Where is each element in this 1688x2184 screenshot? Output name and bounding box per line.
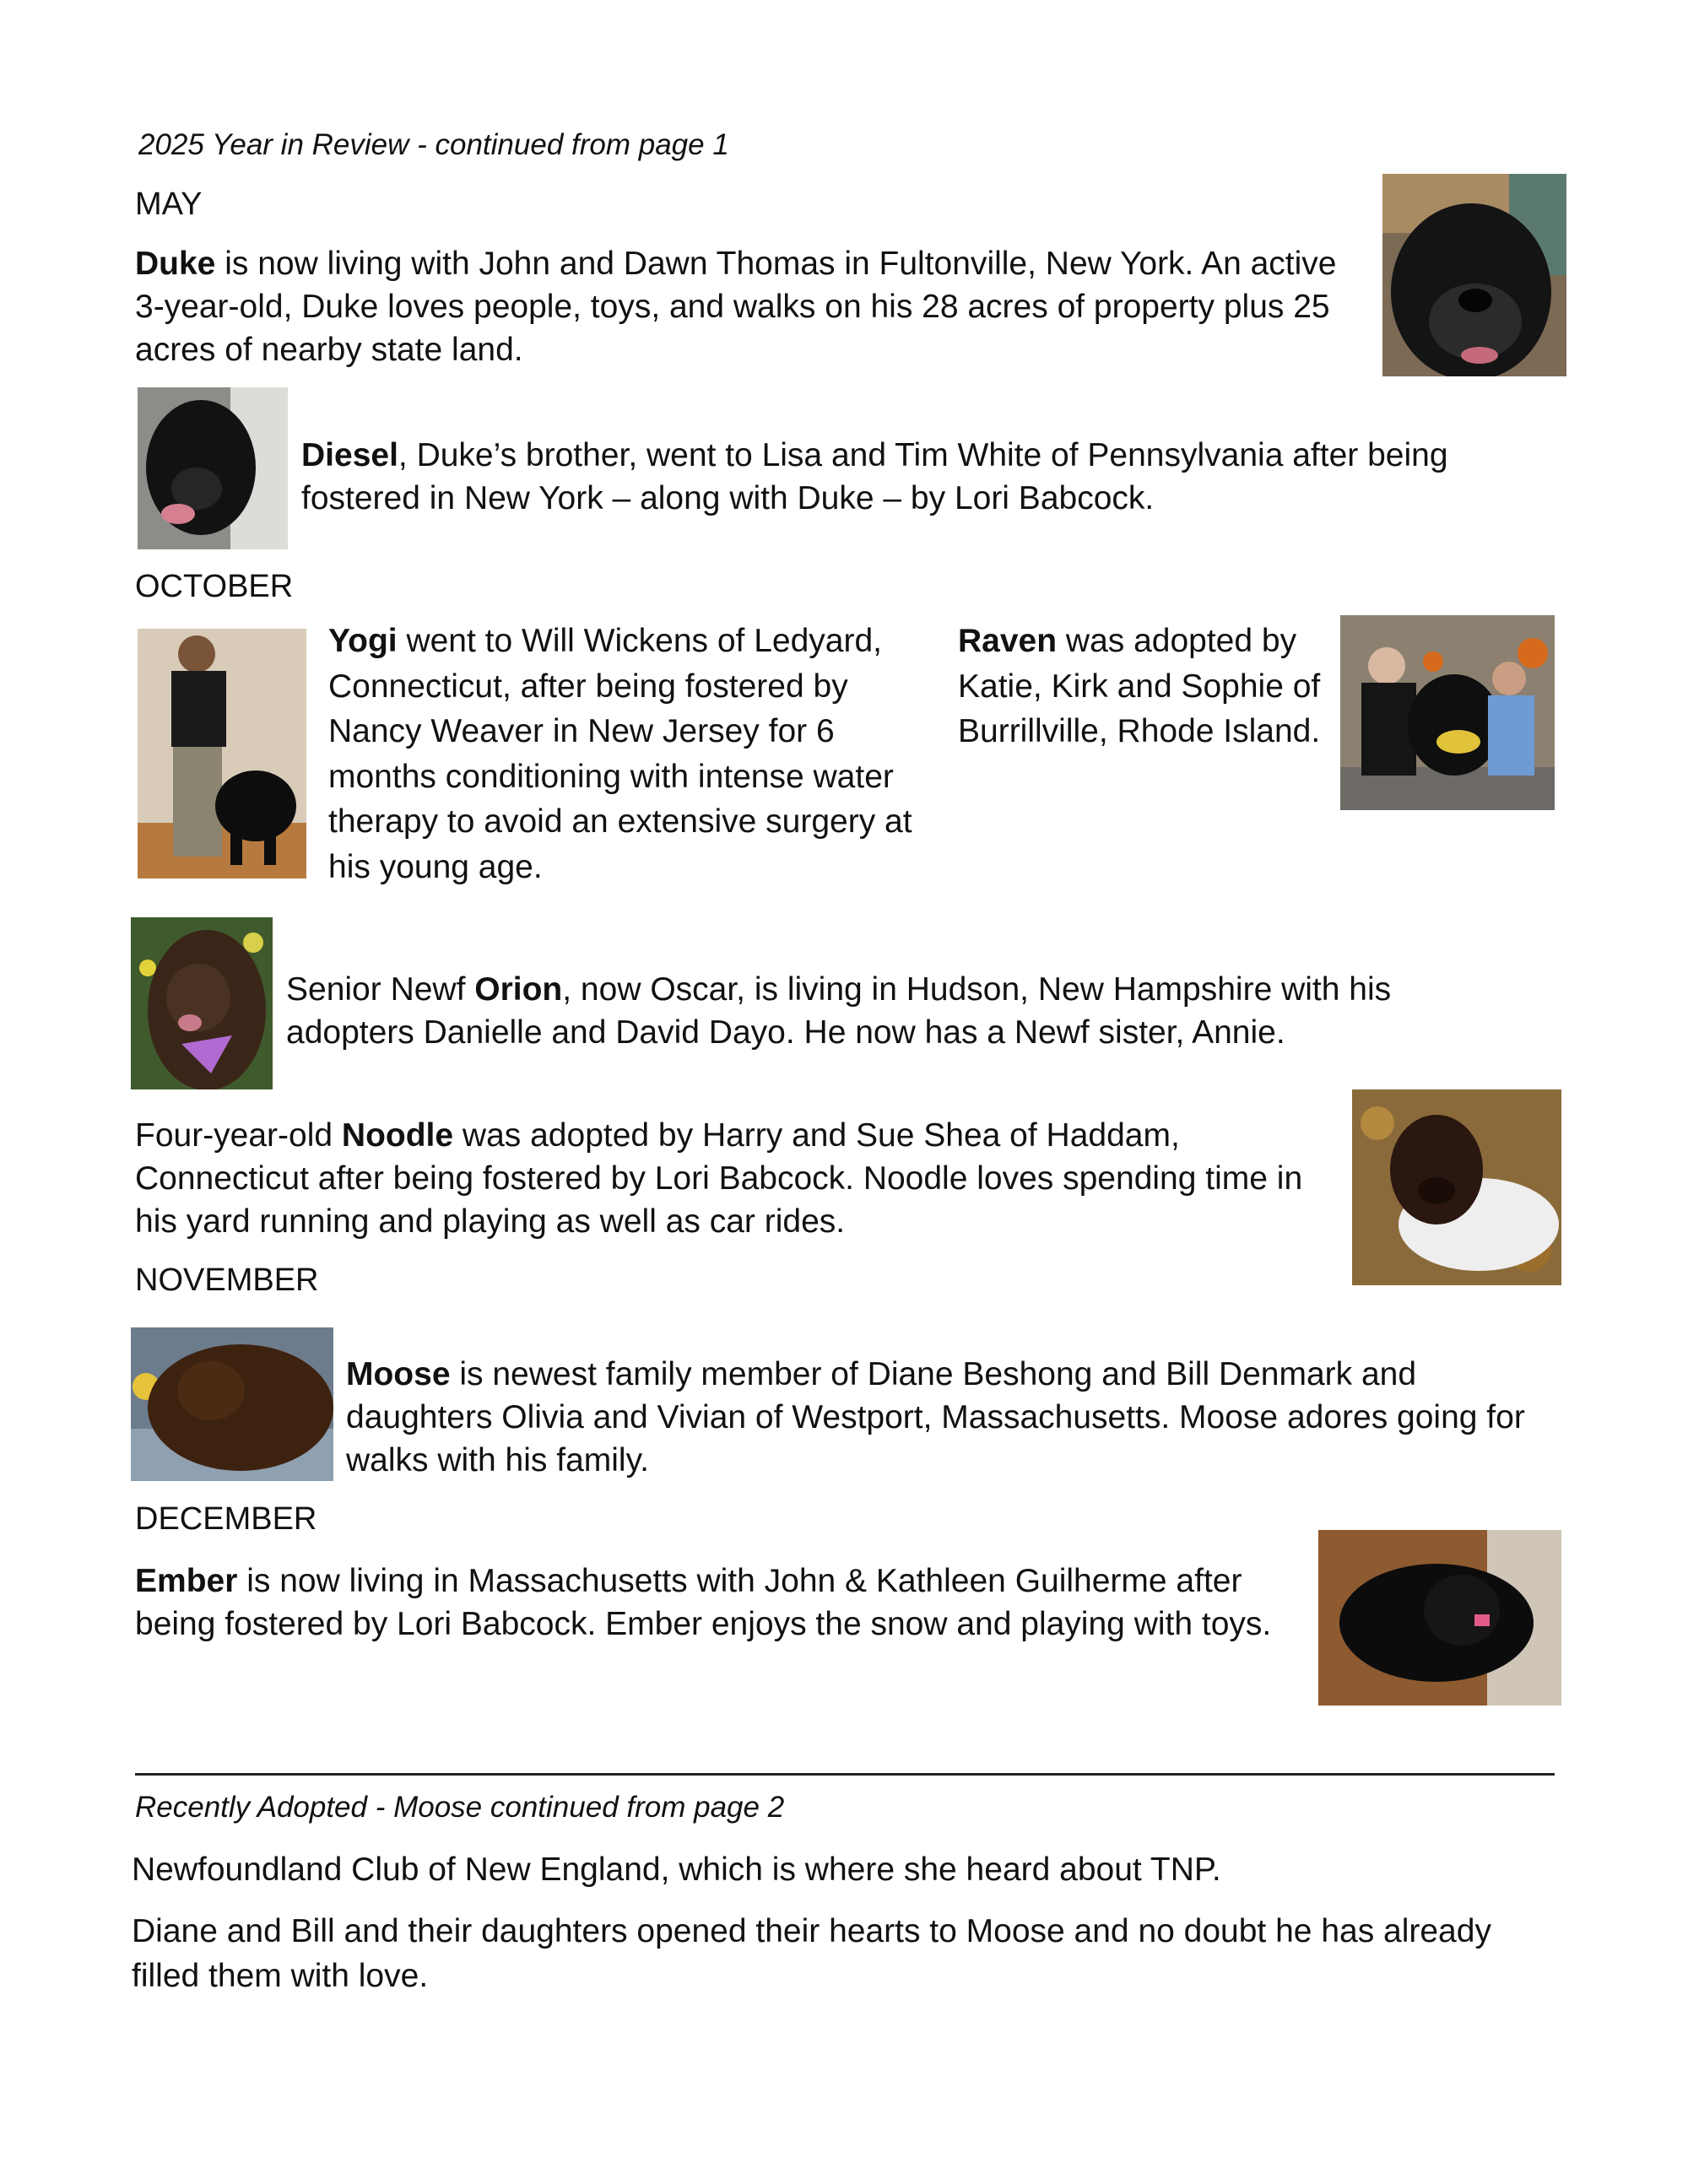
- dog-name-raven: Raven: [958, 623, 1058, 659]
- entry-yogi-text: went to Will Wickens of Ledyard, Connecticut, after being fostered by Nancy Weaver in New Jersey for 6 months conditioning with intense water therapy to avoid an extensive surgery at his young age.: [328, 623, 912, 885]
- dog-name-orion: Orion: [474, 971, 563, 1008]
- entry-orion-text: , now Oscar, is living in Hudson, New Hampshire with his adopters Danielle and David Dayo. He now has a Newf sister, Annie.: [286, 971, 1392, 1051]
- noodle-photo: [1352, 1089, 1561, 1285]
- ember-photo: [1318, 1530, 1561, 1706]
- entry-diesel-text: , Duke’s brother, went to Lisa and Tim White of Pennsylvania after being fostered in New York – along with Duke – by Lori Babcock.: [301, 437, 1448, 516]
- footer-paragraph-2: Diane and Bill and their daughters opened their hearts to Moose and no doubt he has already filled them with love.: [132, 1913, 1491, 1994]
- dog-name-ember: Ember: [135, 1563, 238, 1599]
- yogi-photo: [138, 629, 306, 878]
- entry-orion: [286, 968, 1527, 1054]
- entry-diesel: [301, 434, 1542, 520]
- duke-photo: [1382, 174, 1566, 376]
- entry-orion-prefix: Senior Newf: [286, 971, 475, 1008]
- orion-photo: [131, 917, 273, 1089]
- footer-paragraph-1: Newfoundland Club of New England, which is where she heard about TNP.: [132, 1852, 1221, 1888]
- diesel-photo: [138, 387, 288, 549]
- entry-duke: [135, 242, 1367, 371]
- entry-ember-text: is now living in Massachusetts with John & Kathleen Guilherme after being fostered by Lori Babcock. Ember enjoys the snow and playing with toys.: [135, 1563, 1272, 1642]
- entry-ember: [135, 1560, 1317, 1646]
- dog-name-yogi: Yogi: [328, 623, 398, 659]
- month-heading-may: MAY: [135, 187, 203, 222]
- entry-raven-text: was adopted by Katie, Kirk and Sophie of Burrillville, Rhode Island.: [958, 623, 1321, 749]
- section-divider: [135, 1773, 1555, 1776]
- entry-noodle-text: was adopted by Harry and Sue Shea of Haddam, Connecticut after being fostered by Lori Babcock. Noodle loves spending time in his yard running and playing as well as car rides.: [135, 1117, 1303, 1240]
- entry-raven: [958, 619, 1329, 754]
- entry-moose-text: is newest family member of Diane Beshong and Bill Denmark and daughters Olivia and Vivian of Westport, Massachusetts. Moose adores going for walks with his family.: [346, 1356, 1525, 1479]
- entry-noodle-prefix: Four-year-old: [135, 1117, 342, 1154]
- entry-moose: [346, 1353, 1561, 1482]
- dog-name-noodle: Noodle: [341, 1117, 454, 1154]
- entry-duke-text: is now living with John and Dawn Thomas in Fultonville, New York. An active 3-year-old, Duke loves people, toys, and walks on his 28 acres of property plus 25 acres of nearby state land.: [135, 246, 1337, 368]
- dog-name-diesel: Diesel: [301, 437, 398, 473]
- entry-noodle: [135, 1114, 1350, 1243]
- continued-footer: Recently Adopted - Moose continued from page 2: [135, 1791, 785, 1824]
- moose-photo: [131, 1327, 333, 1481]
- continued-header: 2025 Year in Review - continued from page 1: [138, 128, 729, 161]
- month-heading-december: DECEMBER: [135, 1501, 317, 1537]
- month-heading-october: OCTOBER: [135, 569, 294, 604]
- raven-photo: [1340, 615, 1555, 810]
- entry-yogi: [328, 619, 919, 889]
- month-heading-november: NOVEMBER: [135, 1262, 319, 1298]
- dog-name-moose: Moose: [346, 1356, 451, 1392]
- dog-name-duke: Duke: [135, 246, 216, 282]
